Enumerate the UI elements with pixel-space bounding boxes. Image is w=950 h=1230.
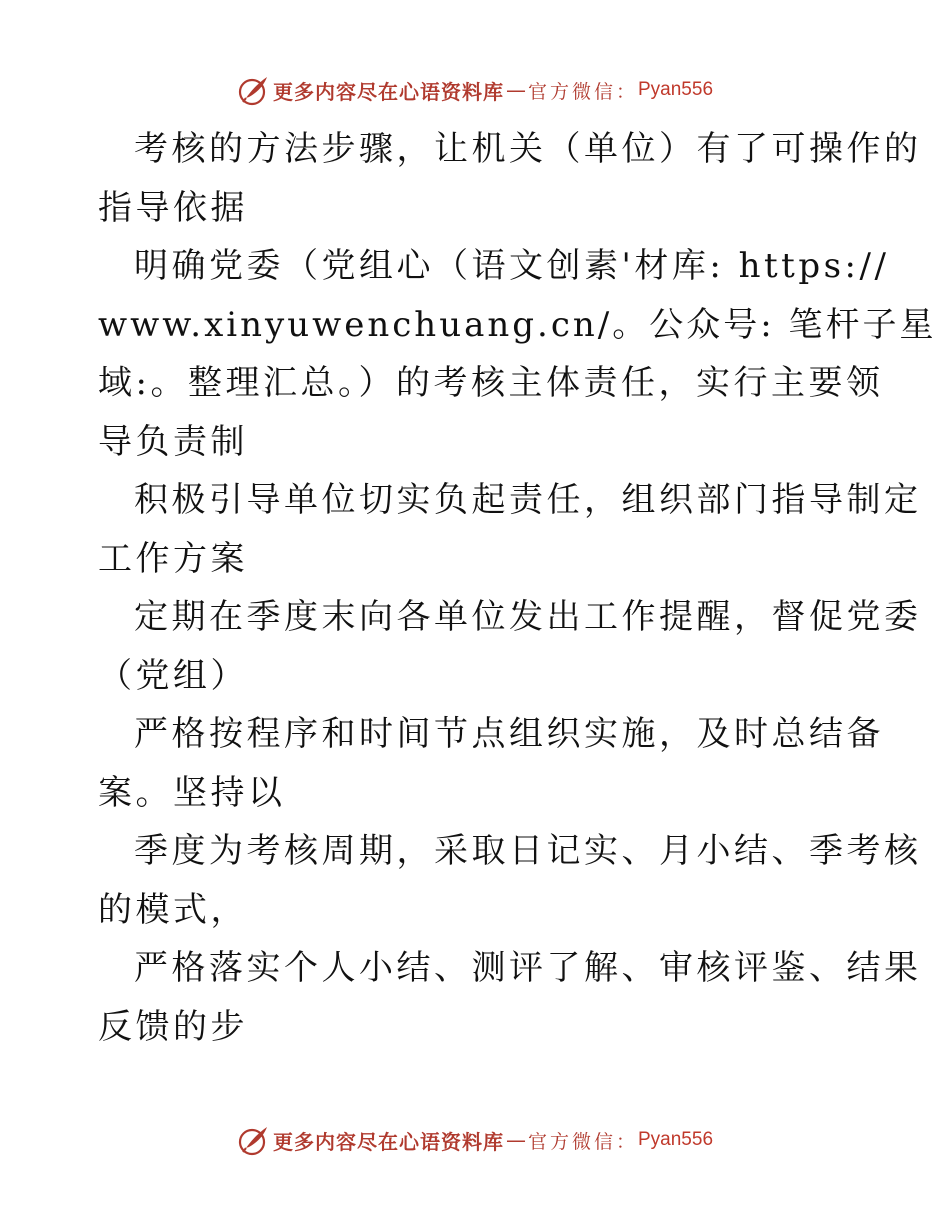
body-line: 严格按程序和时间节点组织实施，及时总结备: [134, 714, 884, 754]
body-line: 反馈的步: [98, 1006, 248, 1047]
body-line: 指导依据: [98, 187, 248, 228]
body-line: 积极引导单位切实负起责任，组织部门指导制定: [134, 480, 922, 520]
body-line: 导负责制: [98, 421, 248, 462]
feather-pen-icon: [237, 73, 271, 107]
body-line: （党组）: [98, 655, 248, 696]
header-dash: —: [505, 78, 526, 102]
body-line: 明确党委（党组心（语文创素'材库: https://: [134, 246, 890, 286]
body-line: 工作方案: [98, 538, 248, 579]
header-wechat-label: 官方微信：: [527, 80, 638, 103]
body-line: 严格落实个人小结、测评了解、审核评鉴、结果: [134, 948, 922, 988]
footer-wechat-id: Pyan556: [638, 1129, 714, 1150]
footer-wechat-label: 官方微信：: [527, 1130, 638, 1153]
header-slogan: 更多内容尽在心语资料库: [272, 79, 504, 104]
header-banner: [0, 70, 950, 110]
body-line: 案。坚持以: [98, 772, 286, 813]
header-wechat-id: Pyan556: [638, 79, 714, 100]
body-line: 域:。整理汇总。）的考核主体责任，实行主要领: [98, 363, 884, 403]
body-line: 的模式，: [98, 889, 248, 930]
footer-slogan: 更多内容尽在心语资料库: [272, 1129, 504, 1154]
body-line: www.xinyuwenchuang.cn/。公众号: 笔杆子星: [98, 304, 937, 345]
body-line: 定期在季度末向各单位发出工作提醒，督促党委: [134, 597, 922, 637]
document-body: [98, 120, 937, 1056]
footer-dash: —: [505, 1128, 526, 1152]
body-line: 季度为考核周期，采取日记实、月小结、季考核: [134, 831, 922, 871]
body-line: 考核的方法步骤，让机关（单位）有了可操作的: [134, 129, 922, 169]
footer-banner: [0, 1120, 950, 1160]
feather-pen-icon: [237, 1123, 271, 1157]
